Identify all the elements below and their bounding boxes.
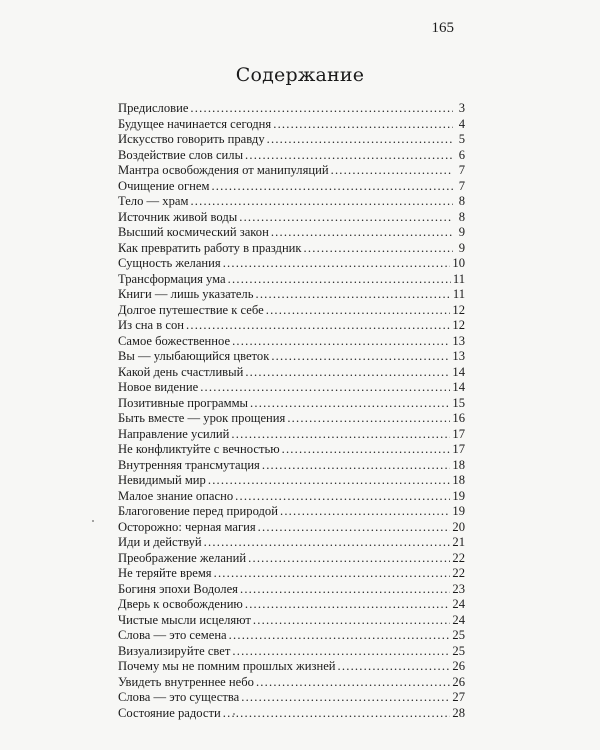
toc-entry-title: Почему мы не помним прошлых жизней — [118, 659, 336, 673]
toc-entry-title: Источник живой воды — [118, 209, 238, 224]
toc-entry — [118, 396, 465, 412]
toc-entry-page: 14 — [452, 380, 465, 394]
toc-entry-page: 7 — [458, 163, 465, 177]
toc-entry-title: Слова — это существа — [118, 690, 240, 704]
toc-entry-title: Невидимый мир — [118, 473, 206, 487]
toc-entry-page: 13 — [452, 333, 465, 348]
toc-entry-page: 18 — [452, 457, 465, 472]
toc-entry-page: 26 — [452, 659, 465, 673]
toc-entry-title: Визуализируйте свет — [118, 643, 231, 658]
toc-entry — [118, 194, 465, 210]
toc-entry-title: Как превратить работу в праздник — [118, 240, 302, 255]
toc-entry-title: Сущность желания — [118, 256, 221, 270]
dot-leader — [267, 132, 453, 148]
toc-entry-title: Увидеть внутреннее небо — [118, 674, 254, 689]
toc-entry-page: 24 — [452, 612, 465, 627]
toc-entry — [118, 272, 465, 288]
toc-entry — [118, 427, 465, 443]
dot-leader — [235, 489, 450, 505]
table-of-contents — [118, 101, 465, 721]
toc-entry-page: 10 — [452, 256, 465, 270]
dot-leader — [250, 396, 450, 412]
dot-leader — [223, 256, 451, 272]
dot-leader — [223, 706, 451, 722]
toc-entry-page: 8 — [458, 194, 465, 208]
toc-entry-page: 5 — [458, 132, 465, 146]
toc-entry — [118, 644, 465, 660]
toc-entry — [118, 628, 465, 644]
toc-entry-page: 22 — [452, 550, 465, 565]
dot-leader — [228, 272, 451, 288]
toc-entry-title: Очищение огнем — [118, 178, 210, 193]
toc-entry-page: 21 — [452, 535, 465, 549]
toc-entry-title: Высший космический закон — [118, 225, 269, 239]
toc-entry — [118, 334, 465, 350]
toc-entry-page: 13 — [452, 349, 465, 363]
dot-leader — [190, 194, 453, 210]
print-speck — [233, 713, 235, 715]
toc-entry-title: Состояние радости — [118, 705, 221, 720]
toc-entry — [118, 132, 465, 148]
dot-leader — [190, 101, 453, 117]
dot-leader — [232, 644, 450, 660]
print-speck — [92, 520, 94, 522]
toc-entry — [118, 380, 465, 396]
toc-entry-title: Преображение желаний — [118, 550, 247, 565]
toc-entry — [118, 613, 465, 629]
toc-entry-title: Тело — храм — [118, 194, 189, 208]
toc-entry-title: Воздействие слов силы — [118, 147, 244, 162]
toc-entry-title: Чистые мысли исцеляют — [118, 612, 251, 627]
toc-entry — [118, 117, 465, 133]
toc-entry-title: Быть вместе — урок прощения — [118, 411, 286, 425]
dot-leader — [266, 303, 451, 319]
toc-entry-page: 28 — [452, 705, 465, 720]
toc-entry-title: Внутренняя трансмутация — [118, 457, 260, 472]
toc-entry — [118, 535, 465, 551]
toc-entry-title: Самое божественное — [118, 333, 231, 348]
toc-entry-page: 26 — [452, 674, 465, 689]
dot-leader — [229, 628, 451, 644]
toc-entry — [118, 597, 465, 613]
toc-entry — [118, 148, 465, 164]
toc-entry-title: Мантра освобождения от манипуляций — [118, 163, 329, 177]
dot-leader — [282, 442, 451, 458]
toc-entry — [118, 442, 465, 458]
toc-entry-title: Трансформация ума — [118, 271, 226, 286]
dot-leader — [287, 411, 450, 427]
dot-leader — [245, 365, 450, 381]
toc-entry — [118, 303, 465, 319]
toc-entry-page: 4 — [458, 116, 465, 131]
toc-entry-page: 27 — [452, 690, 465, 704]
dot-leader — [248, 551, 450, 567]
toc-entry — [118, 659, 465, 675]
toc-entry — [118, 520, 465, 536]
toc-entry — [118, 489, 465, 505]
toc-title: Содержание — [235, 64, 365, 86]
toc-entry-page: 25 — [452, 643, 465, 658]
toc-entry-title: Не теряйте время — [118, 566, 212, 580]
toc-entry-page: 23 — [452, 581, 465, 596]
dot-leader — [241, 690, 450, 706]
dot-leader — [262, 458, 451, 474]
dot-leader — [271, 349, 450, 365]
dot-leader — [231, 427, 450, 443]
toc-entry — [118, 163, 465, 179]
dot-leader — [255, 287, 450, 303]
dot-leader — [304, 241, 453, 257]
toc-entry-title: Не конфликтуйте с вечностью — [118, 442, 280, 456]
dot-leader — [258, 520, 451, 536]
dot-leader — [253, 613, 451, 629]
toc-entry-page: 15 — [452, 395, 465, 410]
toc-entry — [118, 287, 465, 303]
toc-entry-page: 25 — [452, 628, 465, 642]
dot-leader — [239, 210, 453, 226]
toc-entry — [118, 582, 465, 598]
toc-entry — [118, 690, 465, 706]
toc-entry — [118, 566, 465, 582]
toc-entry-title: Иди и действуй — [118, 535, 202, 549]
toc-entry-title: Осторожно: черная магия — [118, 519, 256, 534]
toc-entry-title: Искусство говорить правду — [118, 132, 265, 146]
page-number: 165 — [431, 20, 454, 36]
toc-entry-title: Направление усилий — [118, 426, 230, 441]
dot-leader — [245, 148, 453, 164]
dot-leader — [280, 504, 450, 520]
toc-entry-page: 19 — [452, 488, 465, 503]
toc-entry-title: Будущее начинается сегодня — [118, 116, 272, 131]
toc-entry-title: Дверь к освобождению — [118, 597, 243, 611]
toc-entry-title: Богиня эпохи Водолея — [118, 581, 238, 596]
toc-entry-title: Малое знание опасно — [118, 488, 234, 503]
dot-leader — [232, 334, 450, 350]
toc-entry — [118, 210, 465, 226]
toc-entry-page: 11 — [452, 271, 465, 286]
toc-entry-page: 8 — [458, 209, 465, 224]
dot-leader — [200, 380, 450, 396]
toc-entry — [118, 101, 465, 117]
toc-entry-title: Слова — это семена — [118, 628, 227, 642]
toc-entry — [118, 256, 465, 272]
toc-entry-page: 17 — [452, 442, 465, 456]
toc-entry-page: 14 — [452, 364, 465, 379]
dot-leader — [186, 318, 450, 334]
toc-entry-page: 18 — [452, 473, 465, 487]
toc-entry-title: Новое видение — [118, 380, 199, 394]
toc-entry-title: Из сна в сон — [118, 318, 185, 332]
toc-entry-title: Вы — улыбающийся цветок — [118, 349, 270, 363]
toc-entry-page: 12 — [452, 318, 465, 332]
dot-leader — [245, 597, 451, 613]
toc-entry — [118, 365, 465, 381]
toc-entry-page: 11 — [452, 287, 465, 301]
dot-leader — [273, 117, 453, 133]
toc-entry-page: 12 — [452, 302, 465, 317]
dot-leader — [214, 566, 451, 582]
toc-entry — [118, 241, 465, 257]
toc-entry — [118, 551, 465, 567]
toc-entry-title: Какой день счастливый — [118, 364, 244, 379]
toc-entry — [118, 504, 465, 520]
toc-entry-page: 22 — [452, 566, 465, 580]
toc-entry-page: 3 — [458, 101, 465, 115]
toc-entry — [118, 349, 465, 365]
dot-leader — [331, 163, 453, 179]
dot-leader — [211, 179, 453, 195]
toc-entry — [118, 225, 465, 241]
toc-entry-page: 20 — [452, 519, 465, 534]
toc-entry-page: 9 — [458, 225, 465, 239]
toc-entry-page: 24 — [452, 597, 465, 611]
dot-leader — [256, 675, 450, 691]
toc-entry-title: Позитивные программы — [118, 395, 249, 410]
toc-entry — [118, 179, 465, 195]
dot-leader — [240, 582, 450, 598]
toc-entry — [118, 318, 465, 334]
toc-entry-page: 6 — [458, 147, 465, 162]
toc-entry — [118, 473, 465, 489]
dot-leader — [208, 473, 451, 489]
toc-entry-title: Книги — лишь указатель — [118, 287, 254, 301]
toc-entry-title: Долгое путешествие к себе — [118, 302, 264, 317]
dot-leader — [271, 225, 453, 241]
toc-entry — [118, 675, 465, 691]
toc-entry-page: 7 — [458, 178, 465, 193]
toc-entry-page: 16 — [452, 411, 465, 425]
toc-entry-page: 9 — [458, 240, 465, 255]
toc-entry-title: Предисловие — [118, 101, 189, 115]
dot-leader — [204, 535, 451, 551]
toc-entry-title: Благоговение перед природой — [118, 504, 278, 518]
toc-entry-page: 17 — [452, 426, 465, 441]
toc-entry — [118, 706, 465, 722]
dot-leader — [338, 659, 451, 675]
toc-entry-page: 19 — [452, 504, 465, 518]
toc-entry — [118, 458, 465, 474]
toc-entry — [118, 411, 465, 427]
